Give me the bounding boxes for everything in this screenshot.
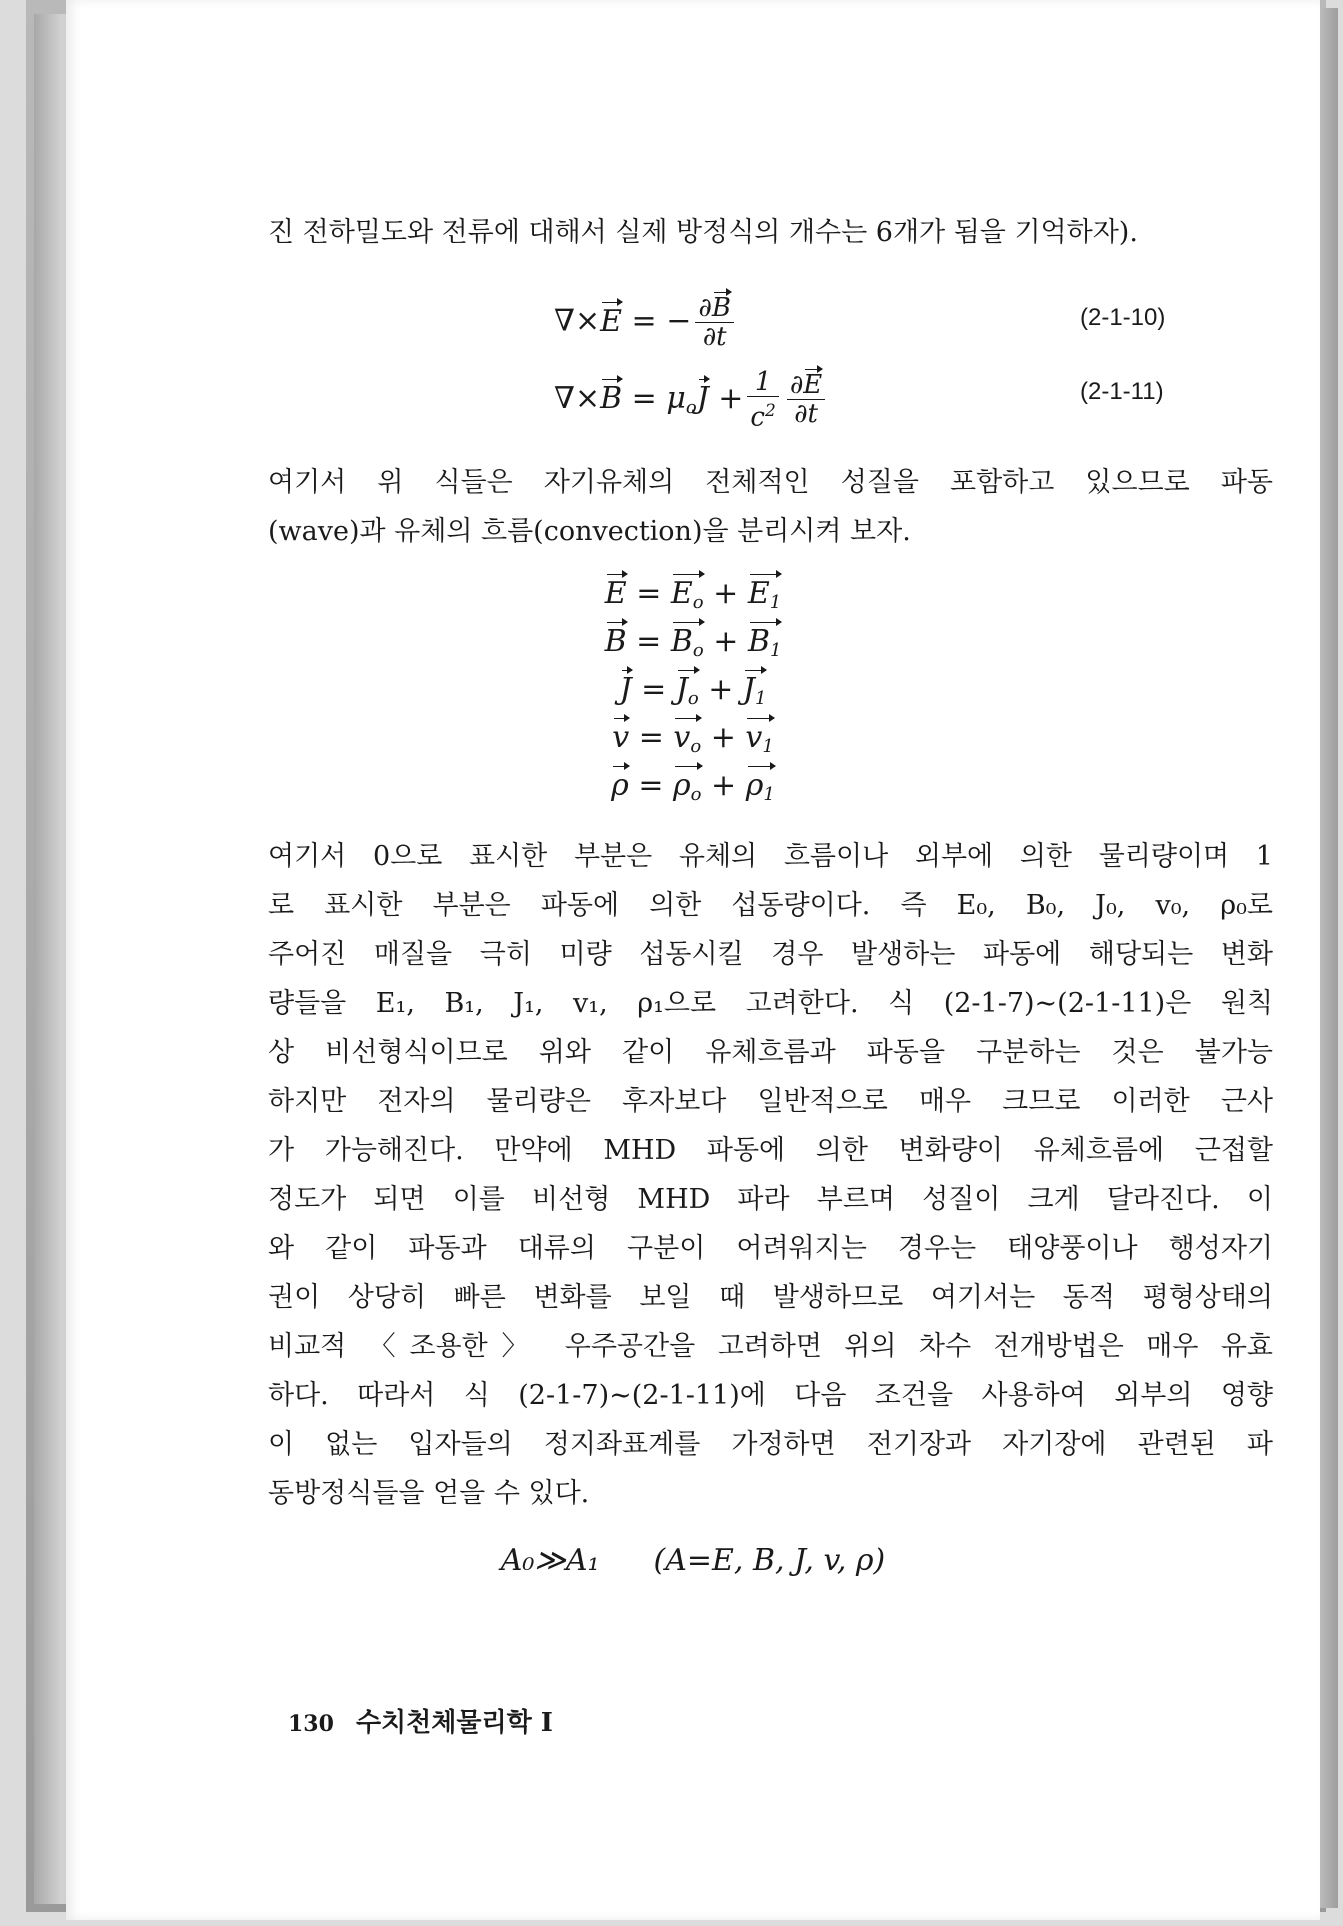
- text-line: 와 같이 파동과 대류의 구분이 어려워지는 경우는 태양풍이나 행성자기: [268, 1233, 1273, 1264]
- text-line: 정도가 되면 이를 비선형 MHD 파라 부르며 성질이 크게 달라진다. 이: [268, 1184, 1273, 1215]
- text-line: 권이 상당히 빠른 변화를 보일 때 발생하므로 여기서는 동적 평형상태의: [268, 1282, 1273, 1313]
- text-line: 진 전하밀도와 전류에 대해서 실제 방정식의 개수는 6개가 됨을 기억하자).: [268, 217, 1138, 248]
- fraction: $\frac{\partial B}{\partial t}$: [695, 294, 734, 351]
- equation-body: ∇×E = − $\frac{\partial B}{\partial t}$: [554, 294, 738, 351]
- paragraph-intro: [268, 208, 1273, 257]
- text-line: 비교적 〈조용한〉 우주공간을 고려하면 위의 차수 전개방법은 매우 유효: [268, 1331, 1273, 1362]
- equation-number: (2-1-10): [1080, 304, 1166, 331]
- text-line: 하지만 전자의 물리량은 후자보다 일반적으로 매우 크므로 이러한 근사: [268, 1086, 1273, 1117]
- text-line: 가 가능해진다. 만약에 MHD 파동에 의한 변화량이 유체흐름에 근접할: [268, 1135, 1273, 1166]
- text-line: 주어진 매질을 극히 미량 섭동시킬 경우 발생하는 파동에 해당되는 변화: [268, 939, 1273, 970]
- text-line: 이 없는 입자들의 정지좌표계를 가정하면 전기장과 자기장에 관련된 파: [268, 1429, 1273, 1460]
- text-line: 량들을 E₁, B₁, J₁, v₁, ρ₁으로 고려한다. 식 (2-1-7)∼(2-1-11)은 원칙: [268, 988, 1273, 1019]
- equation-body: $\nabla\times B = \mu_oJ$ + $\frac{1}{c^2}$ $\frac{\partial E}{\partial t}$: [554, 368, 829, 432]
- text-line: 여기서 0으로 표시한 부분은 유체의 흐름이나 외부에 의한 물리량이며 1: [268, 841, 1273, 872]
- fraction: $\frac{1}{c^2}$: [747, 368, 778, 432]
- split-equation-e: $E = E_o + E_1$: [604, 576, 782, 613]
- book-page: [66, 0, 1320, 1920]
- equation-2-1-11: [66, 360, 1320, 433]
- equation-number: (2-1-11): [1080, 378, 1164, 405]
- condition-right: (A=E, B, J, v, ρ): [653, 1543, 886, 1578]
- text-line: (wave)과 유체의 흐름(convection)을 분리시켜 보자.: [268, 516, 911, 547]
- split-equation-v: $v = v_o + v_1$: [612, 720, 774, 757]
- paragraph-main: [268, 832, 1273, 1469]
- paragraph-separation-end: [268, 507, 1273, 556]
- text-line: 로 표시한 부분은 파동에 의한 섭동량이다. 즉 E₀, B₀, J₀, v₀, ρ₀로: [268, 890, 1273, 921]
- page-number: 130: [288, 1711, 334, 1737]
- page-footer: [288, 1702, 553, 1739]
- split-equation-b: $B = B_o + B_1$: [604, 624, 782, 661]
- condition-left: A₀≫A₁: [500, 1543, 600, 1578]
- order-condition: [66, 1543, 1320, 1578]
- split-equation-rho: $\rho = \rho_o + \rho_1$: [611, 768, 775, 805]
- book-title: 수치천체물리학 Ⅰ: [355, 1708, 553, 1738]
- fraction: $\frac{\partial E}{\partial t}$: [787, 371, 825, 428]
- split-equation-j: $J = J_o + J_1$: [619, 672, 767, 709]
- text-line: 여기서 위 식들은 자기유체의 전체적인 성질을 포함하고 있으므로 파동: [268, 467, 1273, 498]
- text-line: 동방정식들을 얻을 수 있다.: [268, 1478, 590, 1509]
- equation-2-1-10: [66, 286, 1320, 352]
- text-line: 상 비선형식이므로 위와 같이 유체흐름과 파동을 구분하는 것은 불가능: [268, 1037, 1273, 1068]
- text-line: 하다. 따라서 식 (2-1-7)∼(2-1-11)에 다음 조건을 사용하여 외부의 영향: [268, 1380, 1273, 1411]
- paragraph-main-end: [268, 1469, 1273, 1518]
- paragraph-separation: [268, 458, 1273, 507]
